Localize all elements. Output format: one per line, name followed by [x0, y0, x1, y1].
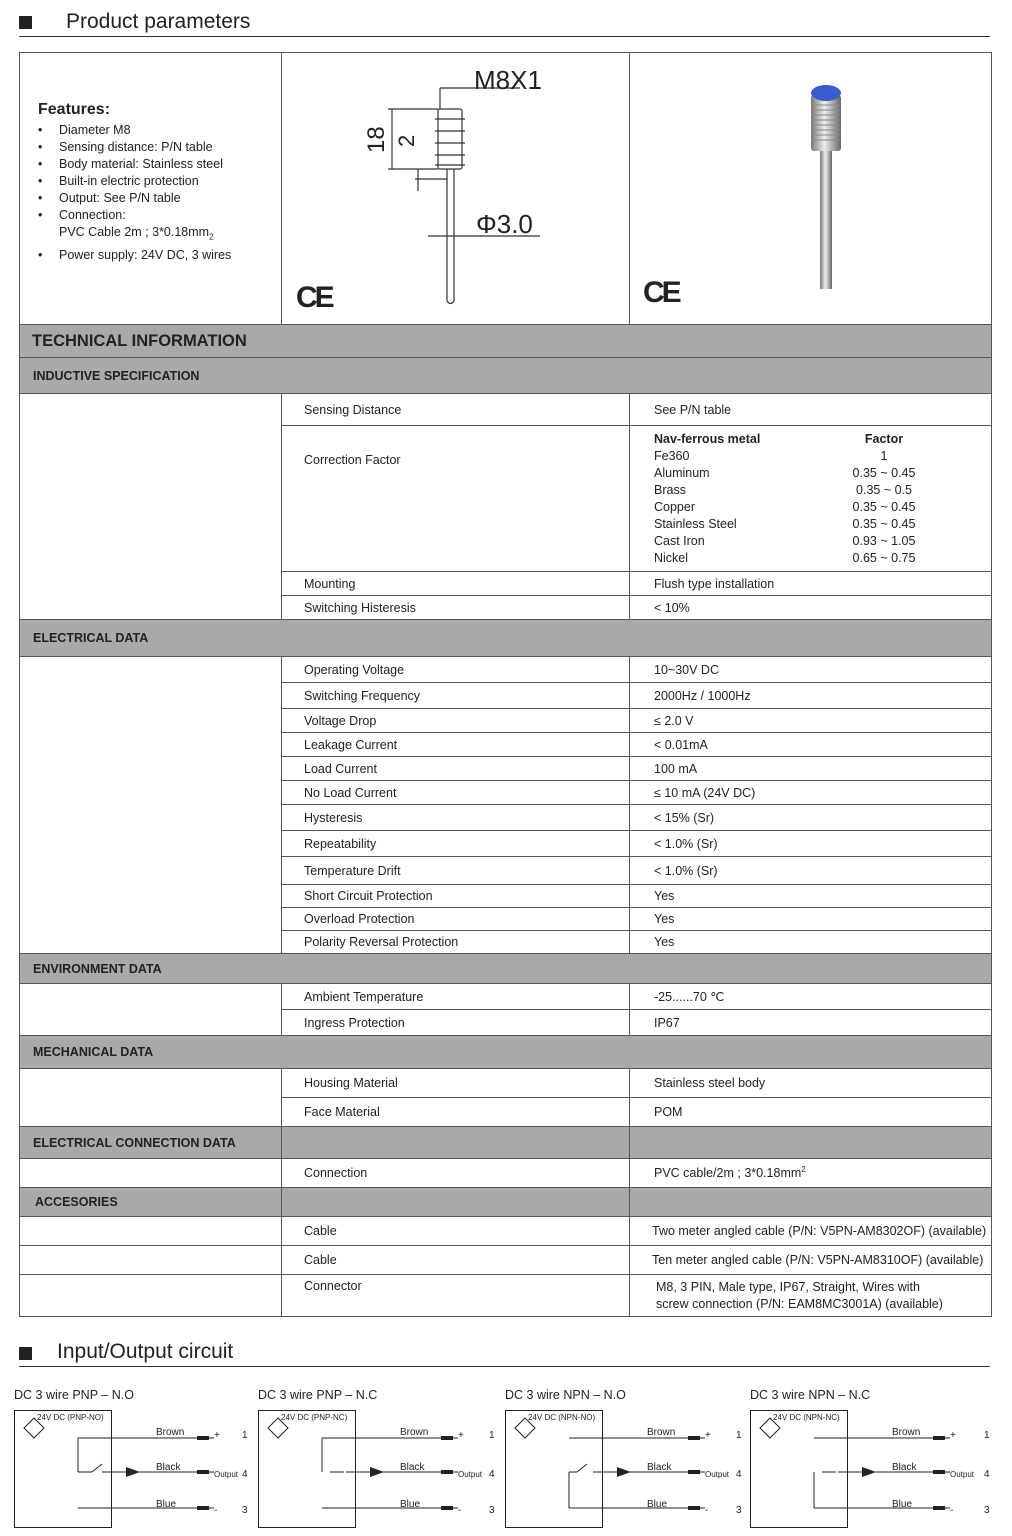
wire-brown-label: Brown [156, 1427, 185, 1438]
spec-value: Flush type installation [630, 572, 992, 596]
spec-value: Stainless steel body [630, 1069, 992, 1098]
product-row [20, 53, 992, 325]
band-blank [630, 1188, 992, 1217]
spec-label: No Load Current [282, 781, 630, 805]
wire-black-label: Black [400, 1462, 425, 1473]
blank-cell [20, 657, 282, 954]
correction-factor: 0.35 ~ 0.5 [856, 483, 912, 497]
pin-1: 1 [736, 1430, 742, 1441]
spec-value: Ten meter angled cable (P/N: V5PN-AM8310OF) (available) [630, 1246, 992, 1275]
circuit-diagram [750, 1410, 995, 1528]
correction-factor: 0.35 ~ 0.45 [852, 500, 916, 514]
band-blank [630, 1127, 992, 1159]
circuit-title: DC 3 wire NPN – N.C [750, 1388, 871, 1402]
correction-metal: Fe360 [654, 449, 690, 463]
blank-cell [20, 1069, 282, 1127]
connection-title: ELECTRICAL CONNECTION DATA [20, 1127, 282, 1159]
terminal-minus: - [705, 1505, 709, 1516]
feature-item: • Sensing distance: P/N table [38, 139, 281, 156]
section-bullet [19, 1347, 32, 1360]
page-title: Product parameters [66, 10, 251, 33]
spec-row [20, 984, 992, 1010]
thread-body [438, 109, 462, 169]
circuit-supply-label: 24V DC (PNP-NO) [37, 1413, 104, 1422]
spec-label: Switching Histeresis [282, 596, 630, 620]
wire-blue-label: Blue [400, 1499, 421, 1510]
spec-value: Yes [630, 908, 992, 931]
spec-label: Operating Voltage [282, 657, 630, 683]
terminal-minus: - [214, 1505, 218, 1516]
pin-3: 3 [242, 1505, 248, 1516]
pin-4: 4 [489, 1469, 495, 1480]
circuit-supply-label: 24V DC (PNP-NC) [281, 1413, 348, 1422]
drawing-cell [282, 53, 630, 325]
feature-item: • Body material: Stainless steel [38, 156, 281, 173]
wire-blue-label: Blue [647, 1499, 668, 1510]
wire-black-label: Black [892, 1462, 917, 1473]
wire-blue-label: Blue [156, 1499, 177, 1510]
terminal-minus: - [950, 1505, 954, 1516]
correction-header-factor: Factor [864, 432, 904, 446]
spec-row [20, 1217, 992, 1246]
spec-value: -25......70 ℃ [630, 984, 992, 1010]
spec-row [20, 1246, 992, 1275]
photo-cell [630, 53, 992, 325]
feature-item: • Diameter M8 [38, 122, 281, 139]
io-rule [19, 1366, 990, 1367]
connection-band [20, 1127, 992, 1159]
spec-value [630, 1159, 992, 1188]
wire-brown-label: Brown [892, 1427, 921, 1438]
circuit-diagram [505, 1410, 745, 1528]
correction-header-metal: Nav-ferrous metal [654, 432, 761, 446]
spec-label: Connection [282, 1159, 630, 1188]
circuit-title: DC 3 wire NPN – N.O [505, 1388, 626, 1402]
spec-value: POM [630, 1098, 992, 1127]
inductive-title: INDUCTIVE SPECIFICATION [20, 358, 992, 394]
spec-value: < 15% (Sr) [630, 805, 992, 831]
cable-diameter-label: Φ3.0 [476, 209, 533, 239]
spec-row [20, 1069, 992, 1098]
terminal-plus: + [458, 1430, 464, 1441]
pin-3: 3 [489, 1505, 495, 1516]
terminal-plus: + [950, 1430, 956, 1441]
spec-label: Connector [282, 1275, 630, 1317]
pin-4: 4 [242, 1469, 248, 1480]
spec-value: M8, 3 PIN, Male type, IP67, Straight, Wires with screw connection (P/N: EAM8MC3001A) (available) [630, 1275, 992, 1317]
terminal-plus: + [214, 1430, 220, 1441]
spec-value: See P/N table [630, 394, 992, 426]
spec-label: Temperature Drift [282, 857, 630, 885]
output-label: Output [214, 1470, 239, 1479]
circuit-supply-label: 24V DC (NPN-NC) [773, 1413, 840, 1422]
spec-label: Polarity Reversal Protection [282, 931, 630, 954]
electrical-title: ELECTRICAL DATA [20, 620, 992, 657]
sensor-face [811, 85, 841, 101]
pin-4: 4 [736, 1469, 742, 1480]
correction-table [630, 426, 992, 572]
pin-1: 1 [489, 1430, 495, 1441]
spec-value: < 1.0% (Sr) [630, 857, 992, 885]
wire-brown-label: Brown [400, 1427, 429, 1438]
correction-factor: 0.35 ~ 0.45 [852, 517, 916, 531]
pin-3: 3 [736, 1505, 742, 1516]
spec-label: Housing Material [282, 1069, 630, 1098]
output-label: Output [950, 1470, 975, 1479]
spec-value: < 0.01mA [630, 733, 992, 757]
electrical-band [20, 620, 992, 657]
spec-row [20, 657, 992, 683]
spec-value: Two meter angled cable (P/N: V5PN-AM8302OF) (available) [630, 1217, 992, 1246]
feature-item [38, 207, 281, 246]
output-label: Output [705, 1470, 730, 1479]
connection-value: PVC cable/2m ; 3*0.18mm [654, 1166, 802, 1181]
feature-connection-sub: 2 [209, 232, 214, 242]
circuit-supply-label: 24V DC (NPN-NO) [528, 1413, 596, 1422]
band-blank [282, 1127, 630, 1159]
thread-spec-label: M8X1 [474, 65, 542, 95]
ce-mark: CE [643, 276, 679, 309]
spec-label: Load Current [282, 757, 630, 781]
feature-item: • Power supply: 24V DC, 3 wires [38, 247, 281, 264]
correction-metal: Copper [654, 500, 695, 514]
spec-row [20, 1275, 992, 1317]
feature-item: • Output: See P/N table [38, 190, 281, 207]
environment-title: ENVIRONMENT DATA [20, 954, 992, 984]
spec-label: Ambient Temperature [282, 984, 630, 1010]
circuit-diagram [258, 1410, 498, 1528]
correction-grid [654, 431, 991, 567]
terminal-plus: + [705, 1430, 711, 1441]
spec-value: 100 mA [630, 757, 992, 781]
features-title: Features: [38, 101, 111, 118]
correction-factor: 1 [880, 449, 888, 463]
blank-cell [20, 1217, 282, 1246]
spec-value: IP67 [630, 1010, 992, 1036]
feature-item: • Built-in electric protection [38, 173, 281, 190]
wire-blue-label: Blue [892, 1499, 913, 1510]
spec-label: Repeatability [282, 831, 630, 857]
wire-black-label: Black [156, 1462, 181, 1473]
sensor-body [811, 95, 841, 151]
dim-length-label: 18 [363, 126, 390, 153]
spec-value: < 1.0% (Sr) [630, 831, 992, 857]
correction-factor: 0.35 ~ 0.45 [852, 466, 916, 480]
inductive-band [20, 358, 992, 394]
features-cell [20, 53, 282, 325]
correction-metal: Aluminum [654, 466, 710, 480]
dimension-drawing [282, 53, 629, 325]
mechanical-title: MECHANICAL DATA [20, 1036, 992, 1069]
feature-connection-label: Connection: [59, 208, 126, 222]
spec-label: Face Material [282, 1098, 630, 1127]
spec-label: Overload Protection [282, 908, 630, 931]
sensor-photo [630, 53, 1010, 325]
section-bullet [19, 16, 32, 29]
accessories-band [20, 1188, 992, 1217]
wire-brown-label: Brown [647, 1427, 676, 1438]
sensor-cable [820, 143, 832, 289]
band-blank [282, 1188, 630, 1217]
correction-metal: Stainless Steel [654, 517, 737, 531]
spec-value: Yes [630, 885, 992, 908]
spec-table [19, 52, 992, 1317]
correction-metal: Brass [654, 483, 686, 497]
spec-row [20, 1159, 992, 1188]
blank-cell [20, 1246, 282, 1275]
blank-cell [20, 394, 282, 620]
features-list [38, 122, 281, 264]
circuit-diagram [14, 1410, 254, 1528]
correction-factor: 0.65 ~ 0.75 [852, 551, 916, 565]
spec-value: ≤ 10 mA (24V DC) [630, 781, 992, 805]
correction-metal: Cast Iron [654, 534, 705, 548]
spec-label: Hysteresis [282, 805, 630, 831]
pin-1: 1 [242, 1430, 248, 1441]
pin-1: 1 [984, 1430, 990, 1441]
blank-cell [20, 1275, 282, 1317]
mechanical-band [20, 1036, 992, 1069]
terminal-minus: - [458, 1505, 462, 1516]
blank-cell [20, 984, 282, 1036]
circuit-title: DC 3 wire PNP – N.C [258, 1388, 378, 1402]
spec-value: ≤ 2.0 V [630, 709, 992, 733]
feature-connection-detail: PVC Cable 2m ; 3*0.18mm [59, 225, 210, 239]
title-rule [19, 36, 990, 37]
spec-label: Voltage Drop [282, 709, 630, 733]
blank-cell [20, 1159, 282, 1188]
spec-value: 10~30V DC [630, 657, 992, 683]
accessories-title: ACCESORIES [20, 1188, 282, 1217]
correction-metal: Nickel [654, 551, 689, 565]
spec-label: Leakage Current [282, 733, 630, 757]
spec-label: Cable [282, 1217, 630, 1246]
wire-black-label: Black [647, 1462, 672, 1473]
environment-band [20, 954, 992, 984]
connection-sup: 2 [801, 1165, 806, 1175]
circuit-title: DC 3 wire PNP – N.O [14, 1388, 134, 1402]
spec-label: Short Circuit Protection [282, 885, 630, 908]
spec-value: < 10% [630, 596, 992, 620]
spec-label: Switching Frequency [282, 683, 630, 709]
tech-info-title: TECHNICAL INFORMATION [20, 325, 992, 358]
spec-label: Cable [282, 1246, 630, 1275]
ce-mark: CE [296, 281, 332, 314]
spec-value: 2000Hz / 1000Hz [630, 683, 992, 709]
spec-row [20, 394, 992, 426]
spec-label: Mounting [282, 572, 630, 596]
spec-label: Sensing Distance [282, 394, 630, 426]
correction-factor: 0.93 ~ 1.05 [852, 534, 916, 548]
spec-value: Yes [630, 931, 992, 954]
output-label: Output [458, 1470, 483, 1479]
pin-4: 4 [984, 1469, 990, 1480]
spec-label: Ingress Protection [282, 1010, 630, 1036]
io-section-title: Input/Output circuit [57, 1340, 234, 1363]
tech-info-band [20, 325, 992, 358]
dim-face-label: 2 [394, 134, 419, 147]
spec-label: Correction Factor [282, 426, 630, 572]
pin-3: 3 [984, 1505, 990, 1516]
